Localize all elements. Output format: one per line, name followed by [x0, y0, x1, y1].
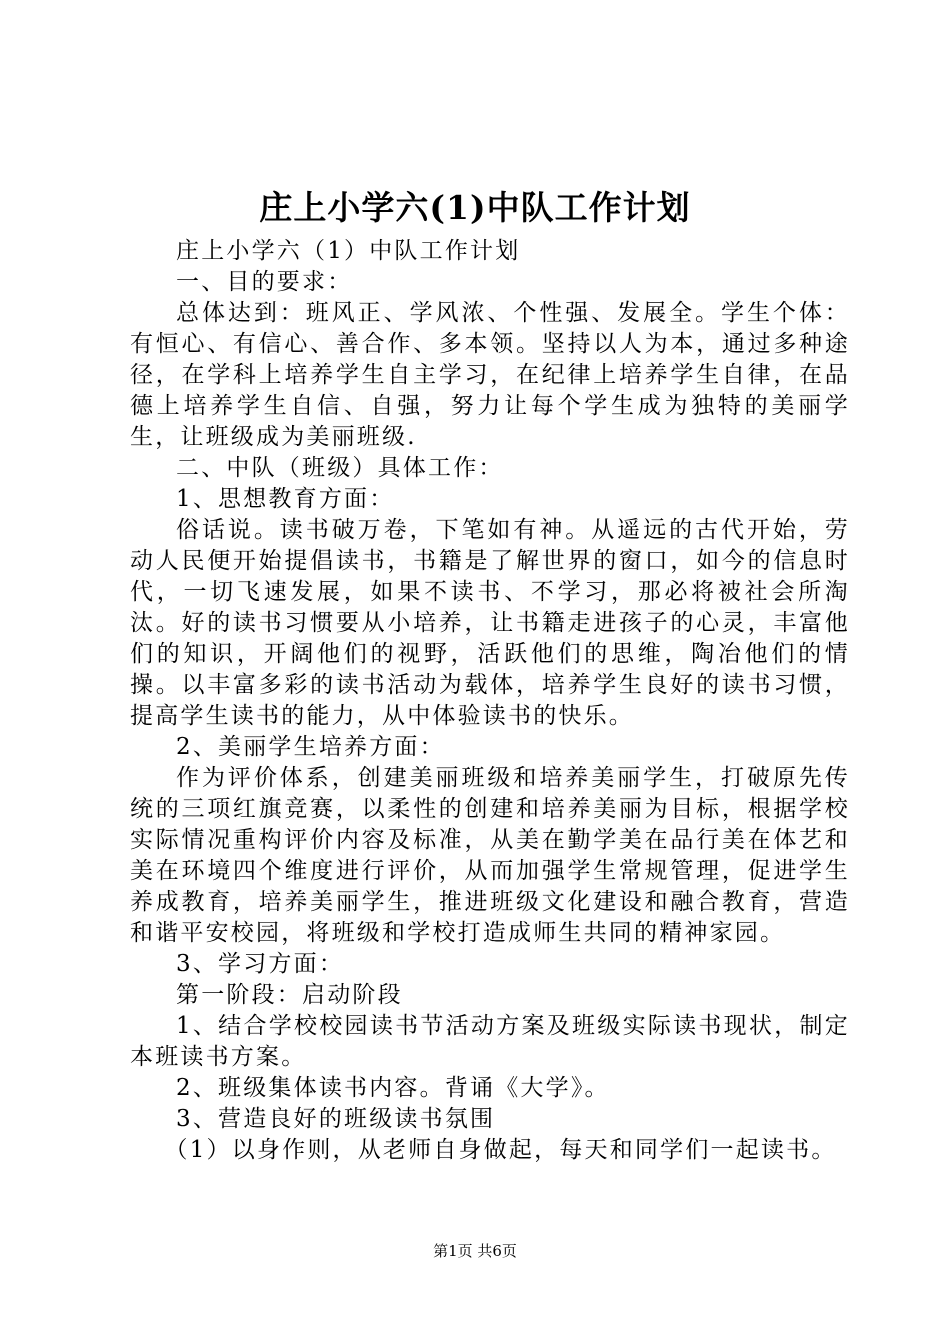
phase-one-heading: 第一阶段：启动阶段	[176, 982, 403, 1008]
list-item-3-sub-1: （1）以身作则，从老师自身做起，每天和同学们一起读书。	[164, 1137, 837, 1163]
document-title: 庄上小学六(1)中队工作计划	[259, 188, 691, 227]
list-item-3: 3、营造良好的班级读书氛围	[176, 1106, 496, 1132]
subheading-study: 3、学习方面：	[176, 951, 345, 977]
document-body	[130, 236, 850, 1166]
list-item-2: 2、班级集体读书内容。背诵《大学》。	[176, 1075, 610, 1101]
paragraph-beautiful-students: 作为评价体系，创建美丽班级和培养美丽学生，打破原先传统的三项红旗竞赛，以柔性的创建和培养美丽为目标，根据学校实际情况重构评价内容及标准，从美在勤学美在品行美在体艺和美在环境四个维度进行评价，从而加强学生常规管理，促进学生养成教育，培养美丽学生，推进班级文化建设和融合教育，营造和谐平安校园，将班级和学校打造成师生共同的精神家园。	[130, 765, 850, 946]
list-item-1: 1、结合学校校园读书节活动方案及班级实际读书现状，制定本班读书方案。	[130, 1013, 850, 1070]
paragraph-heading-repeat: 庄上小学六（1）中队工作计划	[176, 238, 521, 264]
subheading-ideology: 1、思想教育方面：	[176, 486, 395, 512]
page-number-footer: 第1页 共6页	[433, 1242, 517, 1260]
section-heading-goals: 一、目的要求：	[176, 269, 353, 295]
subheading-beautiful-students: 2、美丽学生培养方面：	[176, 734, 445, 760]
paragraph-goals: 总体达到：班风正、学风浓、个性强、发展全。学生个体：有恒心、有信心、善合作、多本领。坚持以人为本，通过多种途径，在学科上培养学生自主学习，在纪律上培养学生自律，在品德上培养学生自信、自强，努力让每个学生成为独特的美丽学生，让班级成为美丽班级.	[130, 300, 850, 450]
section-heading-work: 二、中队（班级）具体工作：	[176, 455, 504, 481]
paragraph-ideology: 俗话说。读书破万卷，下笔如有神。从遥远的古代开始，劳动人民便开始提倡读书，书籍是了解世界的窗口，如今的信息时代，一切飞速发展，如果不读书、不学习，那必将被社会所淘汰。好的读书习惯要从小培养，让书籍走进孩子的心灵，丰富他们的知识，开阔他们的视野，活跃他们的思维，陶冶他们的情操。以丰富多彩的读书活动为载体，培养学生良好的读书习惯，提高学生读书的能力，从中体验读书的快乐。	[130, 517, 850, 729]
